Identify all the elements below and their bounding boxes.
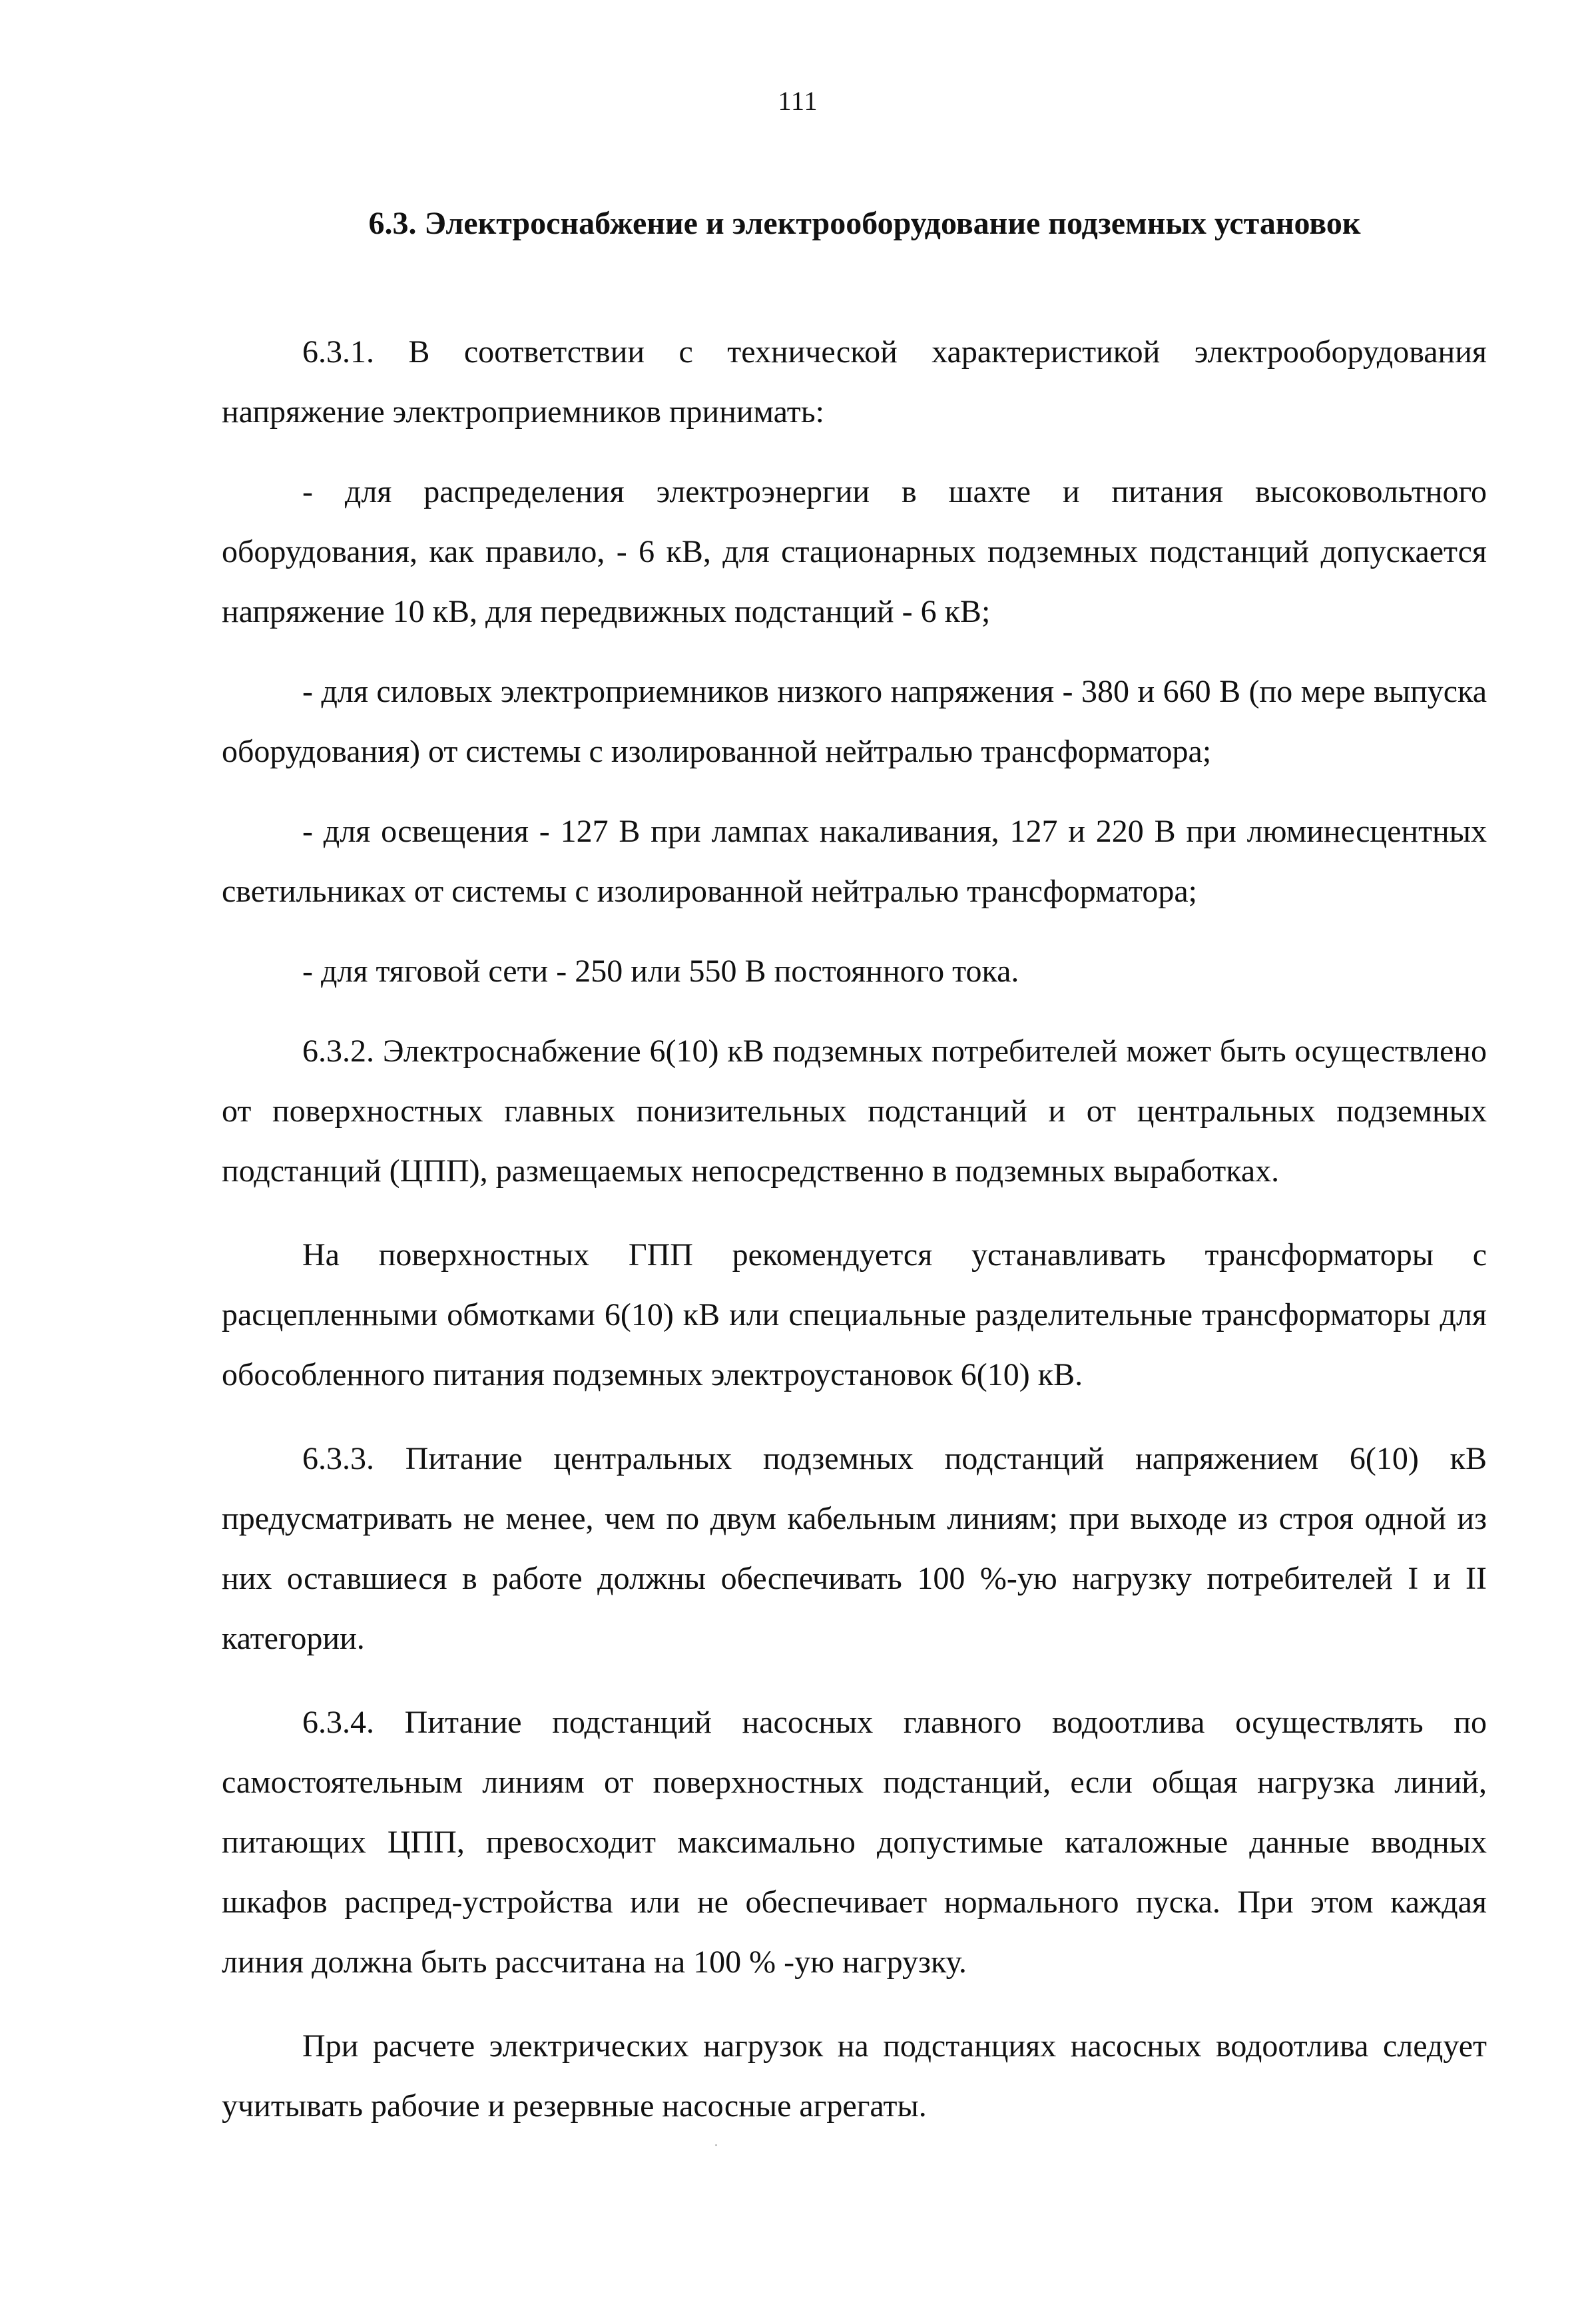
list-item-high-voltage: - для распределения электроэнергии в шахте и питания высоковольтного оборудования, как правило, - 6 кВ, для стационарных подземных подстанций допускается напряжение 10 кВ, для передвижных подстанций - 6 кВ; [222,474,1487,629]
list-item-traction: - для тяговой сети - 250 или 550 В постоянного тока. [302,954,1019,989]
document-body [222,322,1487,2136]
paragraph-6-3-1: 6.3.1. В соответствии с технической характеристикой электрооборудования напряжение электроприемников принимать: [222,334,1487,430]
section-title: 6.3. Электроснабжение и электрооборудование подземных установок [368,206,1361,241]
paragraph-gpp: На поверхностных ГПП рекомендуется устанавливать трансформаторы с расцепленными обмотками 6(10) кВ или специальные разделительные трансформаторы для обособленного питания подземных электроустановок 6(10) кВ. [222,1237,1487,1392]
paragraph-6-3-2: 6.3.2. Электроснабжение 6(10) кВ подземных потребителей может быть осуществлено от поверхностных главных понизительных подстанций и от центральных подземных подстанций (ЦПП), размещаемых непосредственно в подземных выработках. [222,1033,1487,1189]
scan-dust-mark [715,2144,717,2146]
page-number: 111 [778,86,818,116]
list-item-low-voltage: - для силовых электроприемников низкого напряжения - 380 и 660 В (по мере выпуска оборудования) от системы с изолированной нейтралью трансформатора; [222,674,1487,769]
paragraph-6-3-4: 6.3.4. Питание подстанций насосных главного водоотлива осуществлять по самостоятельным линиям от поверхностных подстанций, если общая нагрузка линий, питающих ЦПП, превосходит максимально допустимые каталожные данные вводных шкафов распред-устройства или не обеспечивает нормального пуска. При этом каждая линия должна быть рассчитана на 100 % -ую нагрузку. [222,1705,1487,1980]
list-item-lighting: - для освещения - 127 В при лампах накаливания, 127 и 220 В при люминесцентных светильниках от системы с изолированной нейтралью трансформатора; [222,814,1487,909]
paragraph-pump-loads: При расчете электрических нагрузок на подстанциях насосных водоотлива следует учитывать рабочие и резервные насосные агрегаты. [222,2028,1487,2124]
paragraph-6-3-3: 6.3.3. Питание центральных подземных подстанций напряжением 6(10) кВ предусматривать не менее, чем по двум кабельным линиям; при выходе из строя одной из них оставшиеся в работе должны обеспечивать 100 %-ую нагрузку потребителей I и II категории. [222,1441,1487,1656]
